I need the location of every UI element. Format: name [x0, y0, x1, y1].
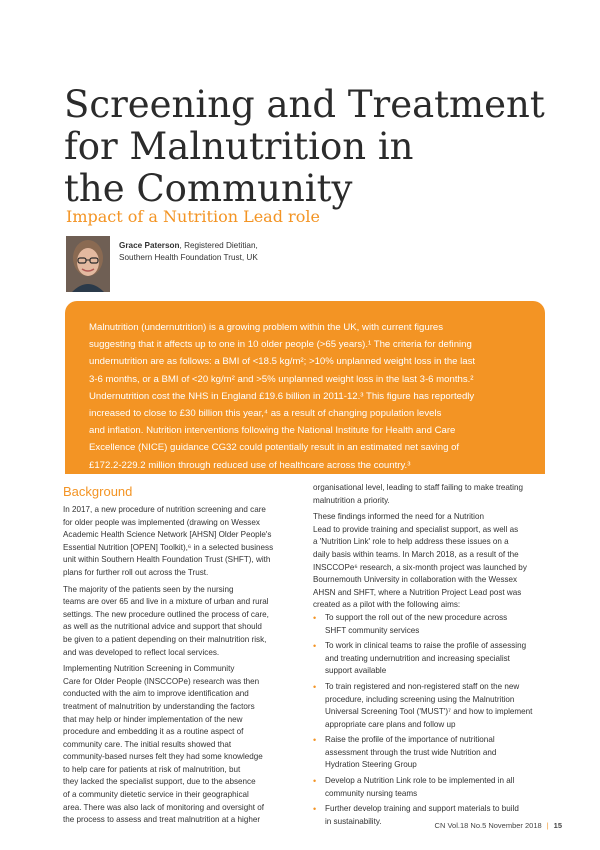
paragraph	[63, 584, 303, 660]
text-line: the process to assess and treat malnutrition at a higher	[63, 815, 261, 825]
text-line: plans for further roll out across the Trust.	[63, 567, 209, 577]
text-line: Lead to provide training and specialist support, as well as	[313, 524, 519, 534]
abstract-line: Undernutrition cost the NHS in England £19.6 billion in 2011-12.³ This figure has reportedly	[89, 390, 475, 402]
text-line: To work in clinical teams to raise the profile of assessing	[325, 641, 527, 651]
author-role: , Registered Dietitian,	[179, 241, 258, 250]
bullet-dot-icon: •	[313, 735, 317, 746]
author-portrait-image	[66, 236, 110, 292]
abstract-line: Excellence (NICE) guidance CG32 could potentially result in an estimated net saving of	[89, 442, 460, 454]
right-column	[313, 482, 548, 831]
text-line: unit within Southern Health Foundation Trust (SHFT), with	[63, 555, 271, 565]
left-column	[63, 484, 303, 827]
bullet-dot-icon: •	[313, 612, 317, 623]
text-line: Develop a Nutrition Link role to be implemented in all	[325, 776, 515, 786]
author-affiliation: Southern Health Foundation Trust, UK	[119, 253, 258, 262]
text-line: Bournemouth University in collaboration with the Wessex	[313, 575, 518, 585]
text-line: Further develop training and support materials to build	[325, 804, 519, 814]
abstract-line: Malnutrition (undernutrition) is a growing problem within the UK, with current figures	[89, 322, 444, 333]
text-line: The majority of the patients seen by the nursing	[63, 584, 234, 594]
journal-issue: CN Vol.18 No.5 November 2018	[434, 821, 542, 830]
bullet-item	[313, 734, 548, 772]
text-line: Universal Screening Tool ('MUST')⁷ and how to implement	[325, 707, 533, 717]
paragraph	[313, 482, 548, 507]
text-line: to help care for patients at risk of malnutrition, but	[63, 764, 241, 774]
text-line: assessment through the trust wide Nutrition and	[325, 747, 497, 757]
text-line: in sustainability.	[325, 816, 382, 826]
aims-bullet-list	[313, 612, 548, 829]
text-line: that may help or hinder implementation of the new	[63, 714, 243, 724]
abstract-box	[65, 301, 545, 474]
author-name: Grace Paterson	[119, 241, 180, 250]
article-title	[64, 84, 544, 210]
text-line: To train registered and non-registered staff on the new	[325, 681, 520, 691]
bullet-dot-icon: •	[313, 641, 317, 652]
abstract-line: suggesting that it affects up to one in 10 older people (>65 years).¹ The criteria for defining	[89, 339, 472, 351]
text-line: area. There was also lack of monitoring and oversight of	[63, 802, 264, 812]
text-line: treatment of malnutrition by understanding the factors	[63, 701, 255, 711]
text-line: Care for Older People (INSCCOPe) research was then	[63, 676, 260, 686]
author-line-1	[119, 240, 258, 252]
text-line: AHSN and SHFT, where a Nutrition Project Lead post was	[313, 587, 522, 597]
text-line: These findings informed the need for a Nutrition	[313, 512, 484, 522]
text-line: Hydration Steering Group	[325, 760, 417, 770]
page-footer	[435, 821, 562, 830]
article-subtitle: Impact of a Nutrition Lead role	[66, 207, 320, 226]
bullet-dot-icon: •	[313, 804, 317, 815]
abstract-line: increased to close to £30 billion this year,⁴ as a result of changing population levels	[89, 408, 442, 419]
text-line: as well as the nutritional advice and support that should	[63, 622, 262, 632]
text-line: and was developed to reflect local services.	[63, 647, 220, 657]
author-photo	[66, 236, 110, 292]
text-line: for older people was implemented (drawing on Wessex	[63, 517, 260, 527]
abstract-line: 3-6 months, or a BMI of <20 kg/m² and >5% unplanned weight loss in the last 3-6 months.²	[89, 373, 474, 385]
abstract-line: undernutrition are as follows: a BMI of <18.5 kg/m²; >10% unplanned weight loss in the last	[89, 356, 476, 368]
text-line: community-based nurses felt they had some knowledge	[63, 752, 263, 762]
text-line: malnutrition a priority.	[313, 495, 390, 505]
text-line: support available	[325, 666, 387, 676]
text-line: community care. The initial results showed that	[63, 739, 232, 749]
text-line: conducted with the aim to improve identification and	[63, 689, 249, 699]
text-line: INSCCOPe⁶ research, a six-month project was launched by	[313, 562, 527, 572]
text-line: organisational level, leading to staff failing to make treating	[313, 483, 523, 492]
page-number: 15	[553, 821, 562, 830]
author-info	[119, 240, 258, 264]
section-heading-background: Background	[63, 484, 133, 499]
text-line: settings. The new procedure outlined the process of care,	[63, 609, 269, 619]
bullet-dot-icon: •	[313, 776, 317, 787]
footer-separator: |	[546, 821, 549, 830]
text-line: daily basis within teams. In March 2018, as a result of the	[313, 549, 519, 559]
text-line: Academic Health Science Network [AHSN] Older People's	[63, 530, 272, 540]
text-line: and treating undernutrition and increasing specialist	[325, 653, 510, 663]
text-line: procedure and embedding it as a routine aspect of	[63, 727, 244, 737]
text-line: community nursing teams	[325, 788, 418, 798]
text-line: teams are over 65 and live in a mixture of urban and rural	[63, 597, 269, 607]
bullet-item	[313, 775, 548, 800]
text-line: To support the roll out of the new procedure across	[325, 612, 508, 622]
title-line: Screening and Treatment	[64, 83, 545, 126]
text-line: SHFT community services	[325, 625, 420, 635]
text-line: created as a pilot with the following aims:	[313, 600, 461, 610]
text-line: procedure, including screening using the Malnutrition	[325, 694, 515, 704]
paragraph	[313, 511, 548, 612]
text-line: In 2017, a new procedure of nutrition screening and care	[63, 505, 266, 514]
paragraph	[63, 663, 303, 827]
abstract-line: £172.2-229.2 million through reduced use of healthcare across the country.³	[89, 459, 411, 471]
text-line: of a community dietetic service in their geographical	[63, 790, 249, 800]
bullet-item	[313, 612, 548, 637]
text-line: be given to a patient depending on their malnutrition risk,	[63, 634, 267, 644]
text-line: appropriate care plans and follow up	[325, 719, 456, 729]
abstract-line: and inflation. Nutrition interventions following the National Institute for Health and Care	[89, 425, 456, 437]
text-line: a 'Nutrition Link' role to help address these issues on a	[313, 537, 509, 547]
title-line: the Community	[64, 167, 353, 210]
bullet-item	[313, 681, 548, 731]
paragraph	[63, 504, 303, 580]
text-line: Essential Nutrition [OPEN] Toolkit),⁶ in a selected business	[63, 542, 274, 552]
title-line: for Malnutrition in	[64, 125, 414, 168]
bullet-dot-icon: •	[313, 681, 317, 692]
text-line: Implementing Nutrition Screening in Community	[63, 664, 235, 674]
bullet-item	[313, 640, 548, 678]
text-line: they lacked the specialist support, due to the absence	[63, 777, 256, 787]
text-line: Raise the profile of the importance of nutritional	[325, 735, 495, 745]
